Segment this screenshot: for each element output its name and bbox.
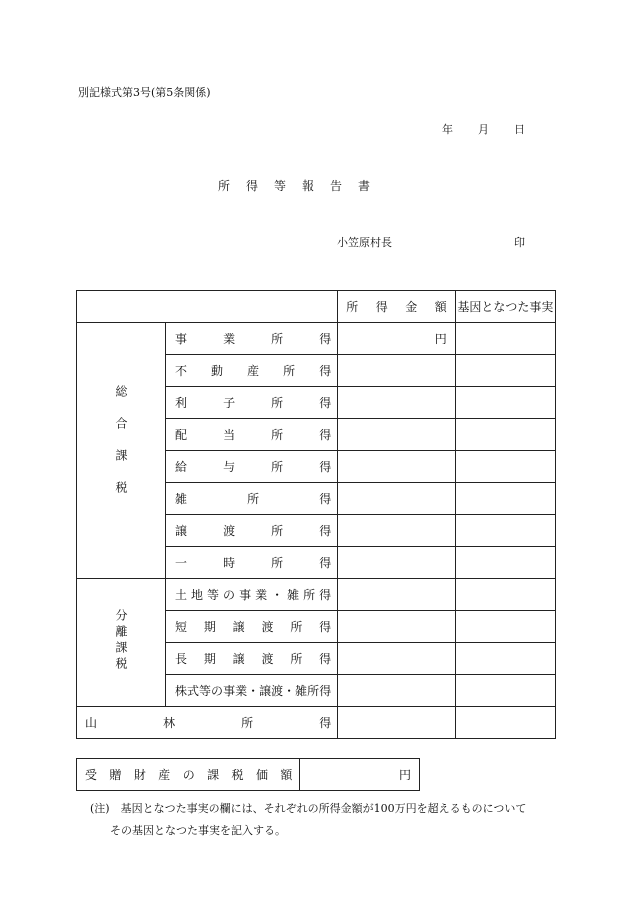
amount-input-cell[interactable] — [338, 515, 456, 547]
fact-input-cell[interactable] — [455, 483, 555, 515]
item-label-cell — [77, 707, 338, 739]
fact-input-cell[interactable] — [455, 355, 555, 387]
seal-mark: 印 — [514, 236, 525, 249]
item-label: 給 与 所 得 — [175, 460, 332, 474]
amount-input-cell[interactable] — [338, 387, 456, 419]
table-row — [77, 759, 420, 791]
date-day: 日 — [514, 123, 525, 136]
item-label-cell — [166, 355, 338, 387]
fact-input-cell[interactable] — [455, 547, 555, 579]
header-amount — [338, 291, 456, 323]
table-header-row — [77, 291, 556, 323]
fact-input-cell[interactable] — [455, 675, 555, 707]
note-line-2: その基因となつた事実を記入する。 — [110, 824, 286, 837]
amount-input-cell[interactable] — [338, 643, 456, 675]
header-amount-label: 所 得 金 額 — [346, 300, 447, 314]
gift-tax-label: 受 贈 財 産 の 課 税 価 額 — [85, 768, 293, 782]
note-line-1: (注) 基因となつた事実の欄には、それぞれの所得金額が100万円を超えるものについて — [90, 802, 527, 815]
header-fact: 基因となつた事実 — [455, 291, 555, 323]
table-row — [77, 707, 556, 739]
item-label-cell — [166, 387, 338, 419]
amount-input-cell[interactable] — [338, 355, 456, 387]
date-month: 月 — [478, 123, 489, 136]
fact-input-cell[interactable] — [455, 515, 555, 547]
item-label: 株 式 等 の 事 業 ・ 譲 渡 ・ 雑 所 得 — [175, 684, 332, 698]
group-label-separate: 分離課税 — [114, 609, 128, 673]
item-label-cell — [166, 515, 338, 547]
form-number-label: 別記様式第3号(第5条関係) — [78, 86, 211, 99]
table-row — [77, 579, 556, 611]
item-label-cell — [166, 579, 338, 611]
group-label-cell — [77, 579, 166, 707]
item-label-cell — [166, 547, 338, 579]
income-table — [76, 290, 556, 739]
item-label: 一 時 所 得 — [175, 556, 332, 570]
date-year: 年 — [442, 123, 453, 136]
item-label-mountain-forest: 山 林 所 得 — [85, 716, 332, 730]
item-label-cell — [166, 611, 338, 643]
item-label: 利 子 所 得 — [175, 396, 332, 410]
item-label-cell — [166, 675, 338, 707]
amount-input-cell[interactable] — [338, 707, 456, 739]
fact-input-cell[interactable] — [455, 707, 555, 739]
gift-tax-table — [76, 758, 420, 791]
amount-input-cell[interactable] — [338, 483, 456, 515]
item-label: 事 業 所 得 — [175, 332, 332, 346]
amount-input-cell[interactable] — [338, 547, 456, 579]
amount-input-cell[interactable] — [338, 611, 456, 643]
group-label-cell — [77, 323, 166, 579]
amount-input-cell[interactable] — [338, 675, 456, 707]
item-label: 雑 所 得 — [175, 492, 332, 506]
item-label: 不 動 産 所 得 — [175, 364, 332, 378]
yen-unit: 円 — [434, 332, 447, 346]
item-label-cell — [166, 643, 338, 675]
group-label-general: 総合課税 — [114, 385, 128, 513]
header-empty-cell — [77, 291, 338, 323]
yen-unit: 円 — [398, 768, 411, 782]
table-row — [77, 323, 556, 355]
item-label-cell — [166, 419, 338, 451]
item-label: 配 当 所 得 — [175, 428, 332, 442]
fact-input-cell[interactable] — [455, 387, 555, 419]
item-label: 短 期 譲 渡 所 得 — [175, 620, 332, 634]
date-line — [442, 121, 525, 137]
item-label-cell — [166, 323, 338, 355]
fact-input-cell[interactable] — [455, 643, 555, 675]
amount-input-cell[interactable] — [338, 451, 456, 483]
page-title: 所得等報告書 — [218, 179, 387, 193]
amount-input-cell[interactable] — [338, 419, 456, 451]
fact-input-cell[interactable] — [455, 419, 555, 451]
gift-value-input-cell[interactable] — [299, 759, 420, 791]
fact-input-cell[interactable] — [455, 323, 555, 355]
item-label: 長 期 譲 渡 所 得 — [175, 652, 332, 666]
item-label: 土 地 等 の 事 業 ・ 雑 所 得 — [175, 588, 332, 602]
item-label: 譲 渡 所 得 — [175, 524, 332, 538]
amount-input-cell[interactable] — [338, 323, 456, 355]
fact-input-cell[interactable] — [455, 451, 555, 483]
fact-input-cell[interactable] — [455, 579, 555, 611]
fact-input-cell[interactable] — [455, 611, 555, 643]
amount-input-cell[interactable] — [338, 579, 456, 611]
item-label-cell — [166, 451, 338, 483]
gift-label-cell — [77, 759, 300, 791]
recipient-name: 小笠原村長 — [337, 236, 392, 249]
item-label-cell — [166, 483, 338, 515]
